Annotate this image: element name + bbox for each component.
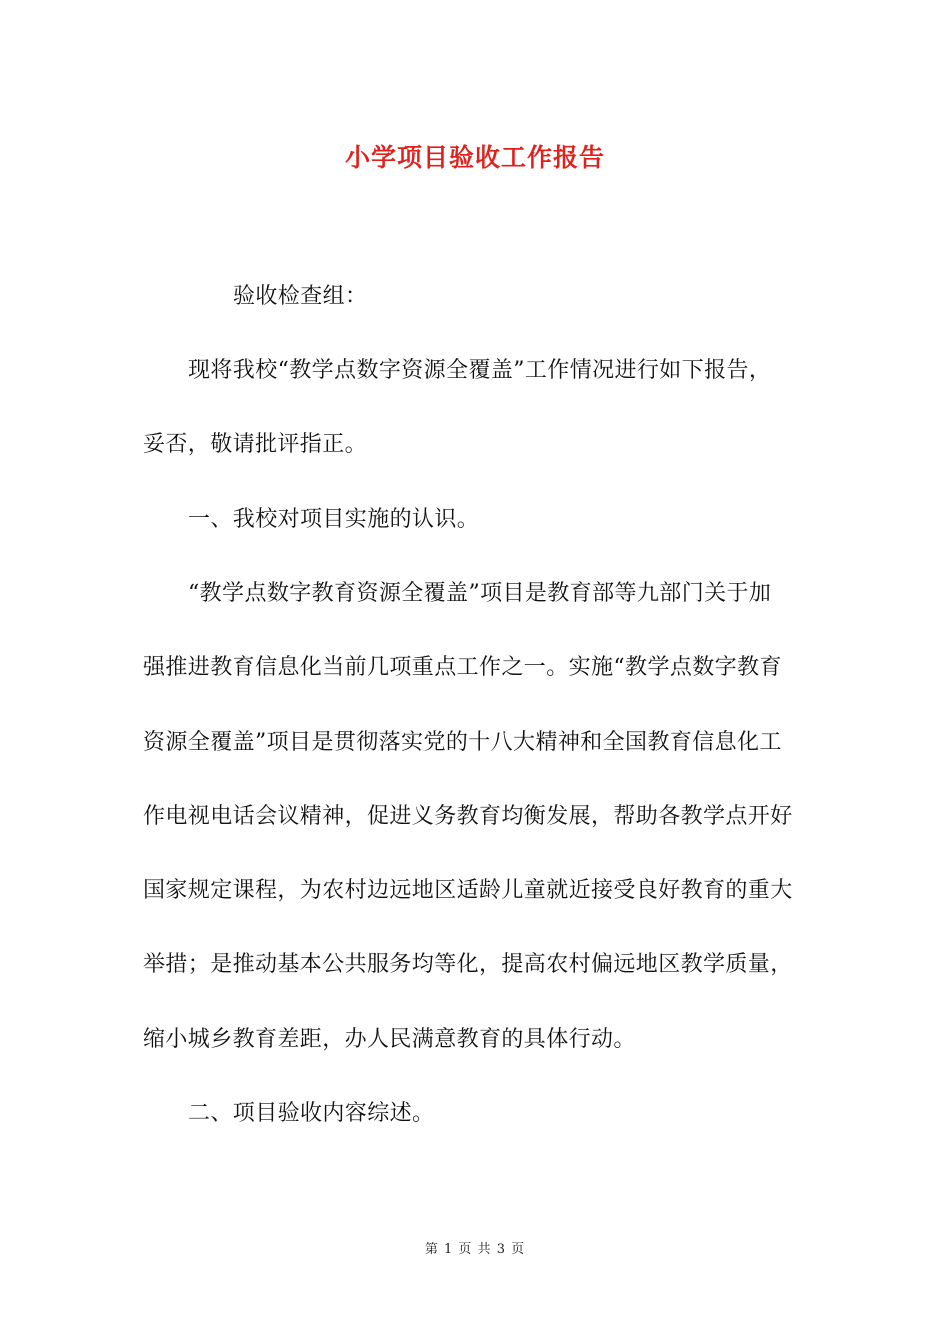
body-line: 现将我校“教学点数字资源全覆盖”工作情况进行如下报告， [188, 358, 772, 383]
body-line: 强推进教育信息化当前几项重点工作之一。实施“教学点数字教育 [143, 655, 782, 680]
body-line: “教学点数字教育资源全覆盖”项目是教育部等九部门关于加 [188, 581, 772, 606]
section-heading-1: 一、我校对项目实施的认识。 [188, 507, 480, 532]
page-title: 小学项目验收工作报告 [344, 143, 605, 172]
page-number-footer: 第 1 页 共 3 页 [424, 1242, 526, 1257]
body-line: 妥否，敬请批评指正。 [143, 432, 368, 457]
salutation: 验收检查组： [233, 284, 368, 309]
body-line: 缩小城乡教育差距，办人民满意教育的具体行动。 [143, 1027, 636, 1052]
body-line: 举措；是推动基本公共服务均等化，提高农村偏远地区教学质量， [143, 952, 793, 977]
body-line: 资源全覆盖”项目是贯彻落实党的十八大精神和全国教育信息化工 [143, 730, 782, 755]
body-line: 作电视电话会议精神，促进义务教育均衡发展，帮助各教学点开好 [143, 804, 793, 829]
section-heading-2: 二、项目验收内容综述。 [188, 1101, 435, 1126]
body-line: 国家规定课程，为农村边远地区适龄儿童就近接受良好教育的重大 [143, 878, 793, 903]
